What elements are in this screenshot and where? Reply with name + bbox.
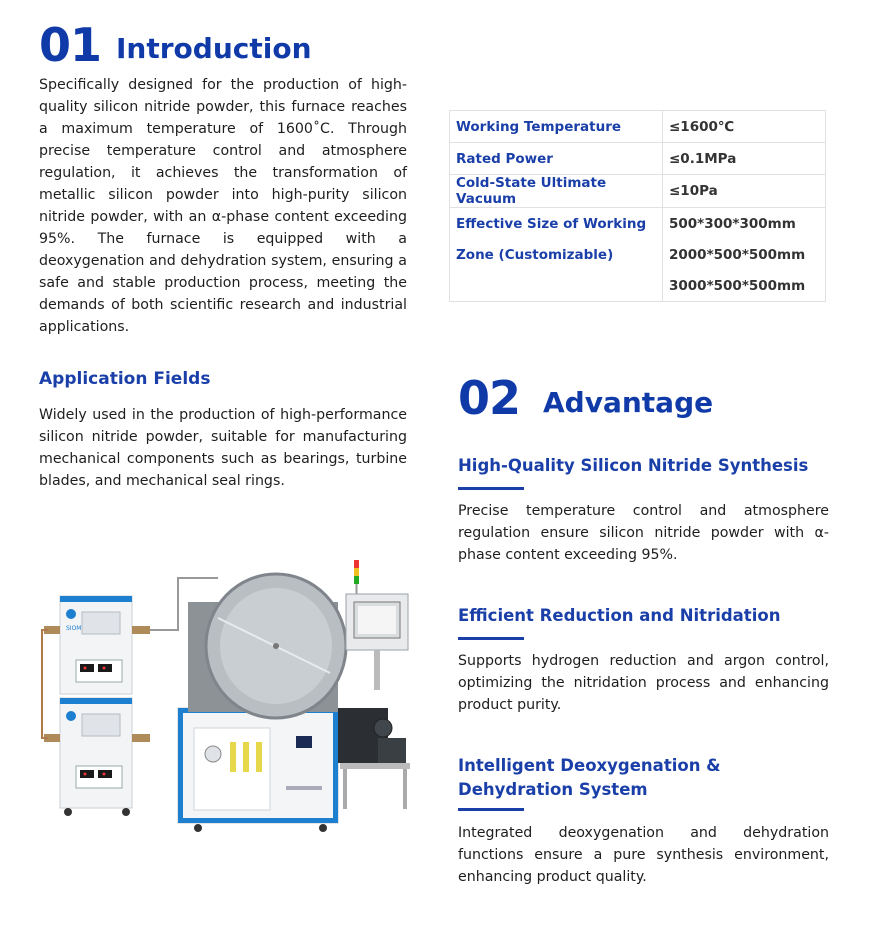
spec-row [450, 239, 826, 270]
advantage-item-title: High-Quality Silicon Nitride Synthesis [458, 456, 809, 475]
advantage-item-rule [458, 637, 524, 640]
advantage-item-text: Precise temperature control and atmosphere regulation ensure silicon nitride powder with α-phase content exceeding 95%. [458, 503, 829, 563]
spec-row [450, 143, 826, 175]
spec-value: 3000*500*500mm [663, 270, 826, 302]
application-paragraph: Widely used in the production of high-performance silicon nitride powder, suitable for manufacturing mechanical components such as bearings, turbine blades, and mechanical seal rings. [39, 407, 407, 489]
advantage-item-text: Supports hydrogen reduction and argon control, optimizing the nitridation process and enhancing product purity. [458, 653, 829, 713]
control-panel [346, 594, 408, 690]
spec-value: 2000*500*500mm [663, 239, 826, 270]
spec-label: Effective Size of Working [450, 208, 663, 240]
application-title: Application Fields [39, 369, 211, 389]
logo-icon [66, 609, 76, 619]
logo-text: SIOM [66, 625, 82, 632]
signal-tower [354, 560, 359, 598]
spec-value: ≤10Pa [663, 175, 826, 208]
furnace-cabinet [178, 708, 338, 832]
vacuum-pump [338, 708, 410, 809]
tube-furnace-upper [44, 596, 150, 694]
advantage-item-title: Dehydration System [458, 780, 648, 799]
section-title-introduction: Introduction [116, 32, 312, 65]
advantage-item-text: Integrated deoxygenation and dehydration functions ensure a pure synthesis environment, enhancing product quality. [458, 825, 829, 885]
intro-paragraph: Specifically designed for the production of high-quality silicon nitride powder, this furnace reaches a maximum temperature of 1600˚C. Through precise temperature control and atmosphere regulation, it achieves the transformation of metallic silicon powder into high-purity silicon nitride powder, with an α-phase content exceeding 95%. The furnace is equipped with a deoxygenation and dehydration system, ensuring a safe and stable production process, meeting the demands of both scientific research and industrial applications. [39, 77, 407, 335]
spec-value: 500*300*300mm [663, 208, 826, 240]
vacuum-chamber [188, 574, 346, 718]
furnace-equipment-image [38, 558, 418, 838]
section-title-advantage: Advantage [543, 386, 714, 419]
spec-label-empty [450, 270, 663, 302]
spec-row [450, 270, 826, 302]
spec-label: Working Temperature [450, 111, 663, 143]
section-number-01: 01 [39, 18, 102, 72]
spec-row [450, 111, 826, 143]
spec-row [450, 175, 826, 208]
spec-row [450, 208, 826, 240]
advantage-item-title: Intelligent Deoxygenation & [458, 756, 721, 775]
section-number-02: 02 [458, 371, 521, 425]
tube-furnace-lower [44, 698, 150, 816]
advantage-item-rule [458, 487, 524, 490]
spec-value: ≤1600℃ [663, 111, 826, 143]
spec-value: ≤0.1MPa [663, 143, 826, 175]
spec-label: Cold-State Ultimate Vacuum [450, 175, 663, 208]
advantage-item-title: Efficient Reduction and Nitridation [458, 606, 781, 625]
spec-table [449, 110, 826, 302]
advantage-item-rule [458, 808, 524, 811]
spec-label: Zone (Customizable) [450, 239, 663, 270]
spec-label: Rated Power [450, 143, 663, 175]
